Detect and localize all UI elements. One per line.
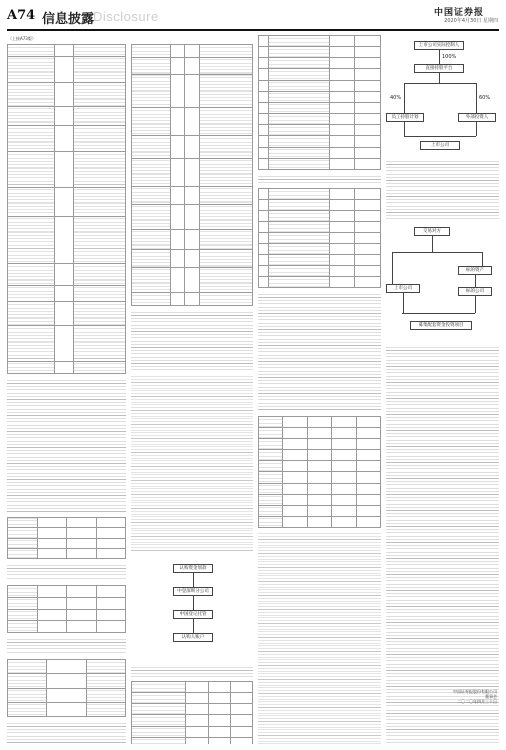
- body-text: [7, 378, 126, 513]
- flow-node: 标的资产: [458, 266, 492, 275]
- column-1: [7, 35, 126, 744]
- issue-date: 2020年4月30日 星期四: [444, 18, 498, 24]
- signature-board: 董事会: [485, 694, 497, 699]
- flow-node: 上市公司实际控制人: [414, 41, 464, 50]
- page-number: A74: [7, 8, 36, 23]
- share-pct: 60%: [479, 95, 491, 101]
- body-text: [131, 310, 253, 370]
- section-title-en: Disclosure: [93, 9, 159, 24]
- body-text: [258, 174, 381, 184]
- column-3: [258, 35, 381, 744]
- body-text: [131, 665, 253, 677]
- body-text: [258, 292, 381, 412]
- signature-company: 中国证券报股份有限公司: [453, 689, 497, 694]
- flowchart-ownership: [386, 37, 499, 155]
- flow-node: 中登深圳分公司: [173, 587, 213, 596]
- flow-node: 员工持股计划: [386, 113, 424, 122]
- main-table: [7, 44, 126, 374]
- flow-arrow: [193, 596, 194, 610]
- flow-node: 交易对方: [414, 227, 450, 236]
- body-text: [386, 159, 499, 219]
- body-text: [386, 708, 499, 744]
- flow-arrow: [475, 296, 476, 313]
- small-table-4: [131, 681, 253, 744]
- flowchart-transaction: [386, 225, 499, 340]
- section-title: 信息披露: [42, 12, 95, 27]
- body-text: [7, 563, 126, 581]
- body-text: [131, 375, 253, 553]
- flow-node: 直接持股平台: [414, 64, 464, 73]
- flow-node: 募集配套资金投资项目: [410, 321, 472, 330]
- flow-node: 上市公司: [420, 141, 460, 150]
- flow-arrow: [475, 275, 476, 287]
- flow-arrow: [404, 83, 405, 113]
- data-table-3: [258, 416, 381, 528]
- signature-block: [453, 689, 497, 704]
- newspaper-logo: 中国证券报: [433, 8, 484, 18]
- flow-arrow: [402, 313, 475, 314]
- data-table-1: [258, 35, 381, 170]
- flow-arrow: [404, 136, 476, 137]
- header-rule: [7, 29, 499, 31]
- flow-arrow: [193, 573, 194, 587]
- flow-arrow: [439, 73, 440, 83]
- flow-arrow: [392, 252, 393, 284]
- flow-node: 外部投资人: [458, 113, 496, 122]
- flow-arrow: [404, 83, 476, 84]
- flow-node: 认购资金划款: [173, 564, 213, 573]
- flow-arrow: [193, 619, 194, 633]
- flow-arrow: [476, 122, 477, 136]
- flow-node: 中国登记托管: [173, 610, 213, 619]
- small-table-3: [7, 659, 126, 717]
- flow-node: 上市公司: [386, 284, 420, 293]
- body-text: [386, 345, 499, 744]
- data-table-2: [258, 188, 381, 288]
- signature-date: 二〇二〇年四月三十日: [457, 699, 497, 704]
- flow-arrow: [403, 293, 404, 313]
- flow-arrow: [404, 122, 405, 136]
- page-header: [0, 0, 506, 32]
- flowchart-subscription: [131, 560, 253, 660]
- flow-node: 认购人账户: [173, 633, 213, 642]
- flow-arrow: [482, 252, 483, 266]
- main-table-continued: [131, 44, 253, 306]
- flow-arrow: [432, 236, 433, 252]
- flow-arrow: [392, 252, 482, 253]
- share-pct: 100%: [442, 54, 457, 60]
- column-4: [386, 35, 499, 744]
- column-2: [131, 35, 253, 744]
- small-table-1: [7, 517, 126, 559]
- share-pct: 40%: [390, 95, 402, 101]
- body-text: [7, 637, 126, 655]
- table-heading: （上接A73版）: [8, 36, 36, 41]
- flow-arrow: [439, 50, 440, 64]
- body-text: [258, 532, 381, 744]
- flow-arrow: [476, 83, 477, 113]
- body-text: [7, 721, 126, 744]
- small-table-2: [7, 585, 126, 633]
- flow-node: 标的公司: [458, 287, 492, 296]
